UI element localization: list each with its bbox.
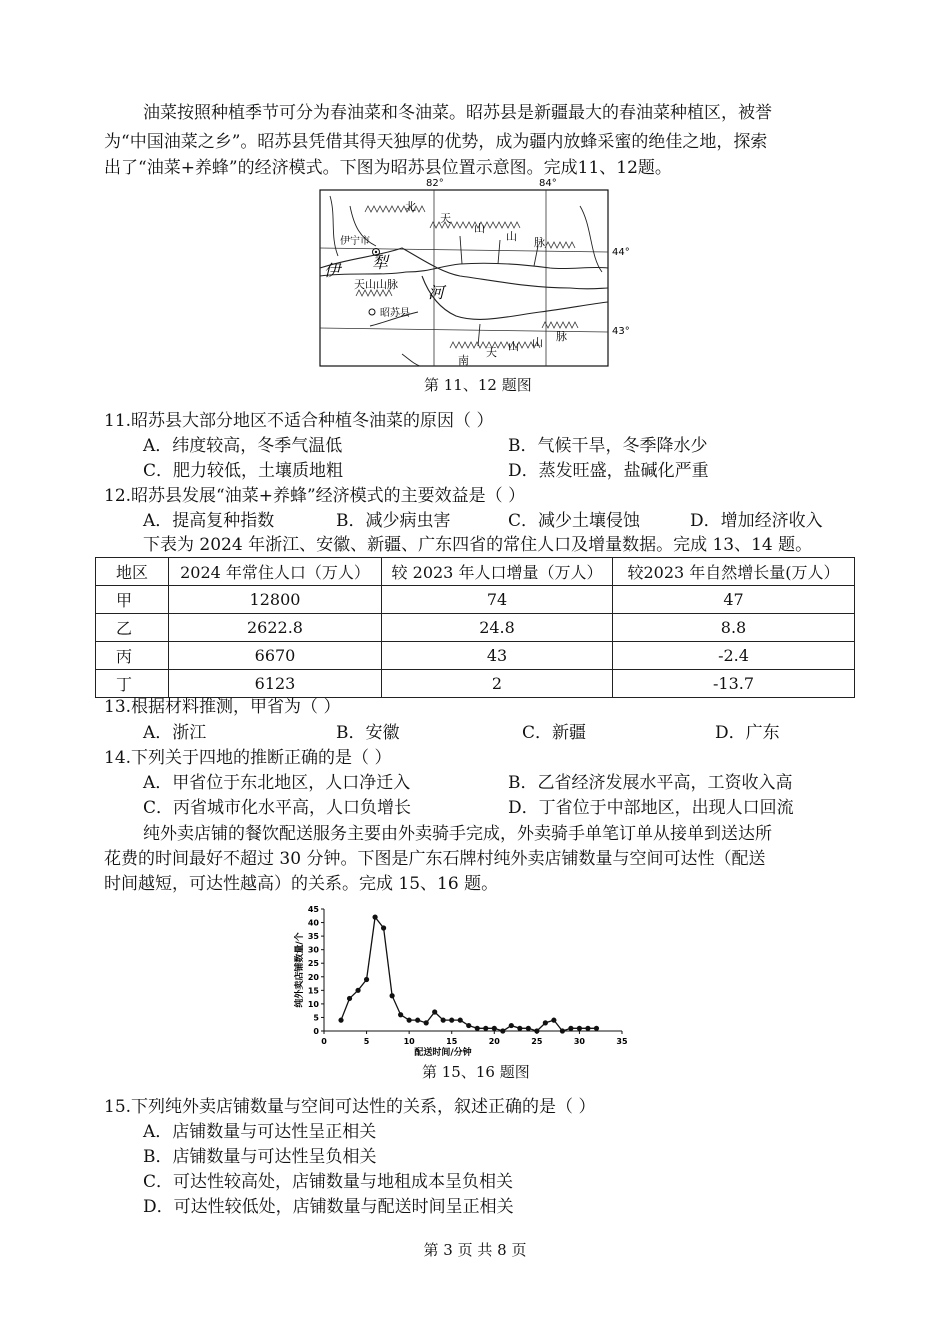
passage3-line3: 时间越短，可达性越高）的关系。完成 15、16 题。 <box>104 874 499 894</box>
tributary-9 <box>402 354 420 366</box>
data-point <box>338 1018 343 1023</box>
page-footer: 第 3 页 共 8 页 <box>423 1241 527 1259</box>
data-point <box>381 925 386 930</box>
q11-option-c[interactable]: C．肥力较低，土壤质地粗 <box>143 461 344 481</box>
data-point <box>449 1018 454 1023</box>
population-table <box>95 557 855 698</box>
table-cell: 6123 <box>169 670 382 698</box>
south-tianshan-char-3: 山 <box>508 340 519 353</box>
q11-option-a[interactable]: A．纬度较高，冬季气温低 <box>143 436 343 456</box>
table-header-row <box>96 558 855 586</box>
data-point <box>372 915 377 920</box>
tributary-5 <box>534 246 538 266</box>
y-tick-label: 5 <box>313 1013 319 1023</box>
data-point <box>526 1026 531 1031</box>
q13-option-b[interactable]: B．安徽 <box>336 723 400 743</box>
tributary-4 <box>498 240 500 264</box>
q12-option-c[interactable]: C．减少土壤侵蚀 <box>508 511 641 531</box>
north-tianshan-char-3: 山 <box>474 222 485 235</box>
zhaosu-marker <box>369 309 375 315</box>
table-row <box>96 614 855 642</box>
data-point <box>483 1026 488 1031</box>
north-tianshan-char-1: 北 <box>405 200 416 213</box>
x-tick-label: 10 <box>403 1037 415 1046</box>
zhaosu-label: 昭苏县 <box>380 308 410 319</box>
lon-label-82: 82° <box>426 178 444 189</box>
lon-label-84: 84° <box>539 178 557 189</box>
y-tick-label: 40 <box>307 918 319 928</box>
data-point <box>534 1028 539 1033</box>
river-label-he: 河 <box>428 283 445 302</box>
tributary-8 <box>478 324 480 346</box>
ili-river-main <box>320 263 608 276</box>
south-tianshan-char-2: 天 <box>486 346 497 359</box>
data-point <box>568 1026 573 1031</box>
x-tick-label: 30 <box>573 1037 585 1046</box>
data-point <box>492 1026 497 1031</box>
table-cell: -2.4 <box>613 642 855 670</box>
y-tick-label: 35 <box>307 932 319 942</box>
data-point <box>347 996 352 1001</box>
data-point <box>560 1028 565 1033</box>
table-cell: 甲 <box>96 586 169 614</box>
q12-stem: 12.昭苏县发展“油菜+养蜂”经济模式的主要效益是（ ） <box>104 486 526 506</box>
data-point <box>441 1018 446 1023</box>
north-ridge-west <box>365 206 425 212</box>
data-point <box>355 988 360 993</box>
table-row <box>96 586 855 614</box>
passage1-line3: 出了“油菜+养蜂”的经济模式。下图为昭苏县位置示意图。完成11、12题。 <box>104 158 672 178</box>
table-cell: 24.8 <box>382 614 613 642</box>
x-tick-label: 35 <box>616 1037 628 1046</box>
q15-option-b[interactable]: B．店铺数量与可达性呈负相关 <box>143 1147 377 1167</box>
south-ridge-east <box>542 322 578 328</box>
table-header: 较2023 年自然增长量(万人） <box>613 558 855 586</box>
passage1-line2: 为“中国油菜之乡”。昭苏县凭借其得天独厚的优势，成为疆内放蜂采蜜的绝佳之地，探索 <box>104 132 768 152</box>
q12-option-b[interactable]: B．减少病虫害 <box>336 511 451 531</box>
passage1-line1: 油菜按照种植季节可分为春油菜和冬油菜。昭苏县是新疆最大的春油菜种植区，被誉 <box>143 103 772 123</box>
table-cell: 47 <box>613 586 855 614</box>
tianshan-label: 天山山脉 <box>354 278 398 291</box>
table-cell: 丁 <box>96 670 169 698</box>
y-tick-label: 25 <box>307 959 319 969</box>
table-cell: 6670 <box>169 642 382 670</box>
river-label-yi: 伊 <box>324 261 341 280</box>
passage3-line1: 纯外卖店铺的餐饮配送服务主要由外卖骑手完成，外卖骑手单笔订单从接单到送达所 <box>143 824 772 844</box>
q12-option-a[interactable]: A．提高复种指数 <box>143 511 275 531</box>
north-ridge-far-east <box>545 242 575 248</box>
q13-option-a[interactable]: A．浙江 <box>143 723 207 743</box>
grid-lat-44 <box>320 248 608 252</box>
q15-option-c[interactable]: C．可达性较高处，店铺数量与地租成本呈负相关 <box>143 1172 514 1192</box>
q12-option-d[interactable]: D．增加经济收入 <box>690 511 823 531</box>
tributary-2 <box>330 196 338 256</box>
q11-stem: 11.昭苏县大部分地区不适合种植冬油菜的原因（ ） <box>104 411 494 431</box>
data-point <box>424 1020 429 1025</box>
table-header: 较 2023 年人口增量（万人） <box>382 558 613 586</box>
y-tick-label: 10 <box>307 999 319 1009</box>
q14-option-a[interactable]: A．甲省位于东北地区，人口净迁入 <box>143 773 411 793</box>
zhaosu-location-map <box>310 176 640 372</box>
data-point <box>364 977 369 982</box>
map-caption: 第 11、12 题图 <box>424 376 532 394</box>
data-point <box>458 1018 463 1023</box>
q11-option-d[interactable]: D．蒸发旺盛，盐碱化严重 <box>508 461 709 481</box>
q13-option-d[interactable]: D．广东 <box>715 723 780 743</box>
data-point <box>475 1026 480 1031</box>
river-label-li: 犁 <box>372 253 389 272</box>
lat-label-43: 43° <box>612 326 630 337</box>
x-tick-label: 25 <box>531 1037 543 1046</box>
q13-stem: 13.根据材料推测，甲省为（ ） <box>104 697 341 717</box>
q15-option-d[interactable]: D．可达性较低处，店铺数量与配送时间呈正相关 <box>143 1197 514 1217</box>
table-header: 地区 <box>96 558 169 586</box>
q14-option-c[interactable]: C．丙省城市化水平高，人口负增长 <box>143 798 412 818</box>
lat-label-44: 44° <box>612 247 630 258</box>
north-tianshan-char-2: 天 <box>440 212 451 225</box>
table-cell: -13.7 <box>613 670 855 698</box>
table-cell: 2622.8 <box>169 614 382 642</box>
table-cell: 丙 <box>96 642 169 670</box>
south-tianshan-char-5: 脉 <box>556 330 567 343</box>
q13-option-c[interactable]: C．新疆 <box>522 723 587 743</box>
y-tick-label: 45 <box>307 905 319 914</box>
table-cell: 74 <box>382 586 613 614</box>
y-axis-label: 纯外卖店铺数量/个 <box>295 932 305 1008</box>
table-row <box>96 642 855 670</box>
tributary-6 <box>580 206 602 272</box>
q14-stem: 14.下列关于四地的推断正确的是（ ） <box>104 748 392 768</box>
south-tianshan-char-4: 山 <box>532 336 543 349</box>
south-tianshan-char-1: 南 <box>458 354 469 367</box>
y-tick-label: 0 <box>313 1027 319 1036</box>
table-cell: 8.8 <box>613 614 855 642</box>
data-point <box>432 1009 437 1014</box>
table-cell: 43 <box>382 642 613 670</box>
data-point <box>390 993 395 998</box>
chart-caption: 第 15、16 题图 <box>422 1063 530 1081</box>
yining-label: 伊宁市 <box>340 236 370 247</box>
x-tick-label: 0 <box>321 1037 327 1046</box>
q15-stem: 15.下列纯外卖店铺数量与空间可达性的关系，叙述正确的是（ ） <box>104 1097 596 1117</box>
table-cell: 2 <box>382 670 613 698</box>
series-line <box>341 917 596 1031</box>
data-point <box>466 1023 471 1028</box>
data-point <box>415 1018 420 1023</box>
y-tick-label: 30 <box>307 945 319 955</box>
passage3-line2: 花费的时间最好不超过 30 分钟。下图是广东石牌村纯外卖店铺数量与空间可达性（配送 <box>104 849 766 869</box>
q14-option-d[interactable]: D．丁省位于中部地区，出现人口回流 <box>508 798 794 818</box>
data-point <box>594 1026 599 1031</box>
tekes-river <box>422 276 608 319</box>
q15-option-a[interactable]: A．店铺数量与可达性呈正相关 <box>143 1122 377 1142</box>
data-point <box>509 1023 514 1028</box>
q11-option-b[interactable]: B．气候干旱，冬季降水少 <box>508 436 708 456</box>
data-point <box>398 1012 403 1017</box>
x-axis-label: 配送时间/分钟 <box>414 1048 472 1058</box>
north-tianshan-char-4: 山 <box>506 230 517 243</box>
data-point <box>500 1028 505 1033</box>
data-point <box>577 1026 582 1031</box>
data-point <box>517 1026 522 1031</box>
data-point <box>407 1018 412 1023</box>
y-tick-label: 15 <box>307 986 319 996</box>
q14-option-b[interactable]: B．乙省经济发展水平高，工资收入高 <box>508 773 793 793</box>
passage2: 下表为 2024 年浙江、安徽、新疆、广东四省的常住人口及增量数据。完成 13、14 题。 <box>143 535 813 555</box>
data-point <box>551 1018 556 1023</box>
x-tick-label: 15 <box>446 1037 458 1046</box>
table-cell: 12800 <box>169 586 382 614</box>
north-tianshan-char-5: 脉 <box>534 236 545 249</box>
table-header: 2024 年常住人口（万人） <box>169 558 382 586</box>
table-row <box>96 670 855 698</box>
delivery-time-chart <box>290 895 640 1065</box>
data-point <box>585 1026 590 1031</box>
data-point <box>543 1020 548 1025</box>
table-cell: 乙 <box>96 614 169 642</box>
x-tick-label: 20 <box>488 1037 500 1046</box>
y-tick-label: 20 <box>307 972 319 982</box>
x-tick-label: 5 <box>363 1037 370 1046</box>
